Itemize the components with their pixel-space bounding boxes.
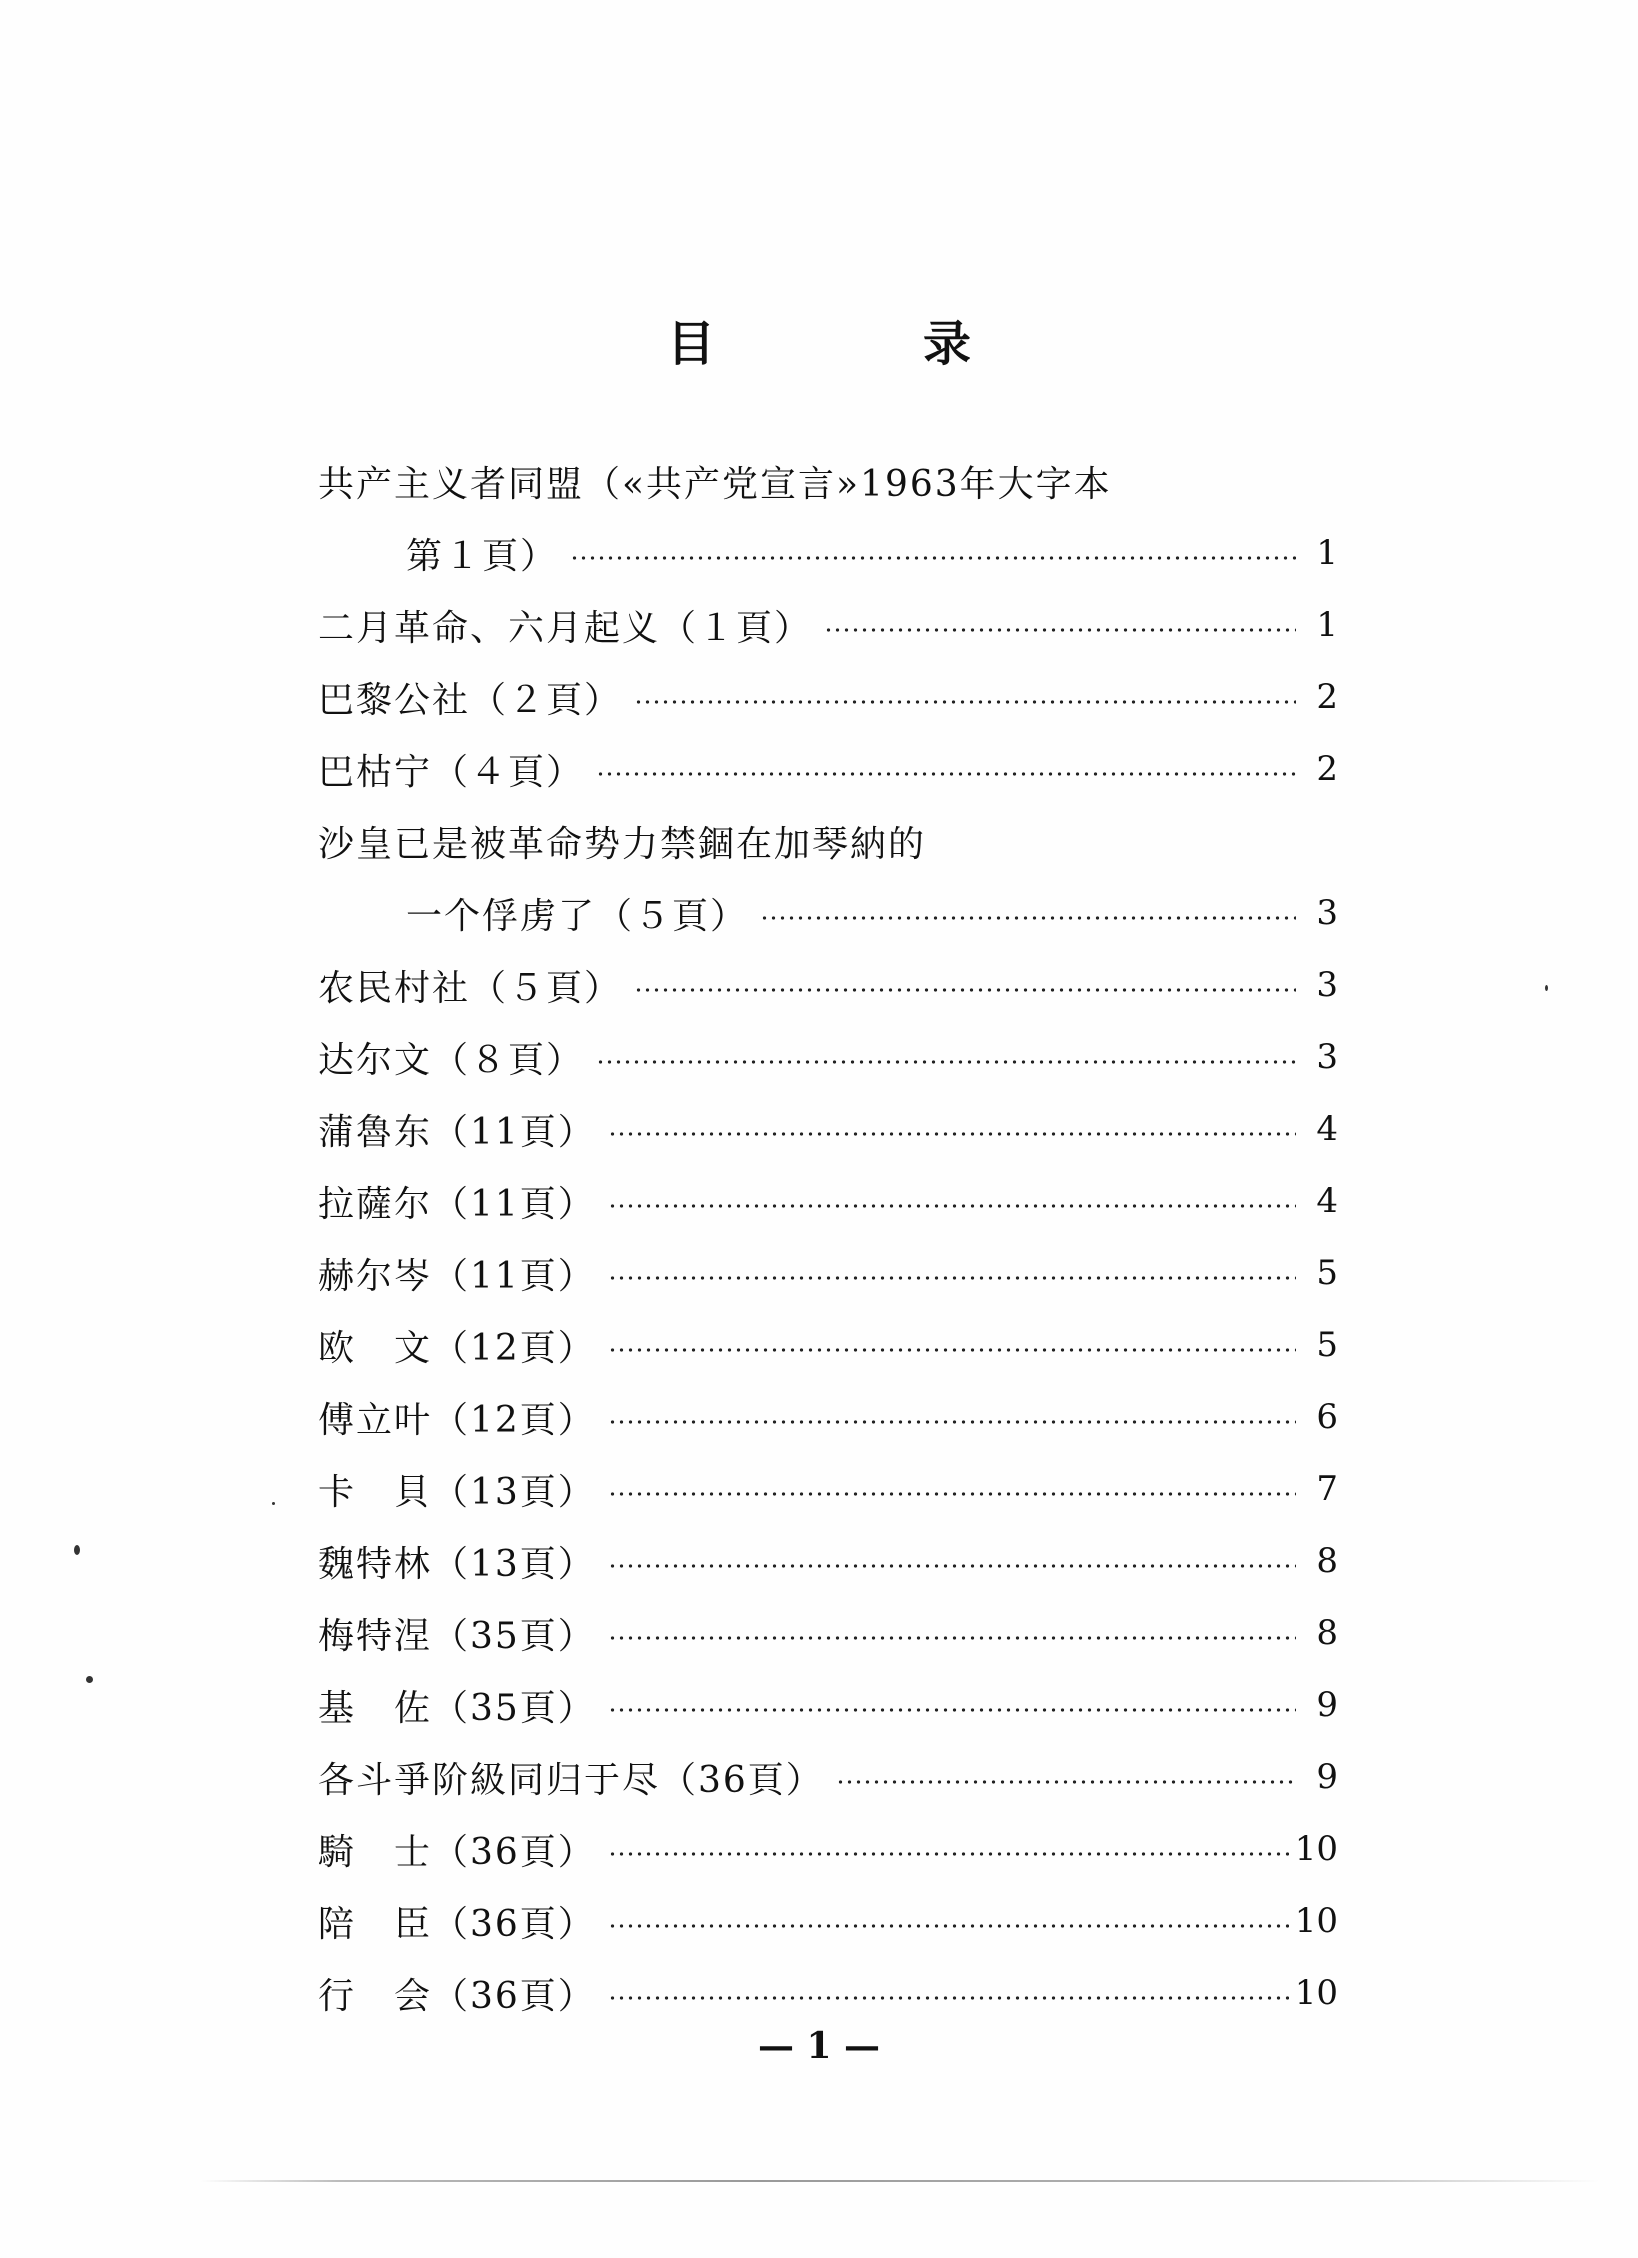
- scan-edge-line: [200, 2180, 1600, 2182]
- toc-entry-18: [318, 1813, 1338, 1885]
- toc-entry-page: 10: [1294, 1901, 1338, 1941]
- toc-entry-label: 陪 臣（36頁）: [318, 1896, 602, 1947]
- toc-entry-label: 共产主义者同盟（«共产党宣言»1963年大字本: [318, 456, 1118, 507]
- toc-entry-label: 魏特林（13頁）: [318, 1536, 602, 1587]
- scan-speck: [272, 1502, 275, 1505]
- dot-leader: [608, 1492, 1296, 1496]
- toc-entry-label: 沙皇已是被革命势力禁錮在加琴納的: [318, 816, 932, 867]
- dot-leader: [608, 1204, 1296, 1208]
- toc-entry-6: [318, 949, 1338, 1021]
- dot-leader: [608, 1276, 1296, 1280]
- toc-entry-page: 1: [1316, 605, 1338, 645]
- scan-speck: [74, 1545, 80, 1555]
- toc-entry-label: 巴黎公社（２頁）: [318, 672, 628, 723]
- toc-entry-page: 8: [1316, 1613, 1338, 1653]
- toc-entry-19: [318, 1885, 1338, 1957]
- toc-entry-page: 10: [1294, 1973, 1338, 2013]
- toc-entry-label: 傅立叶（12頁）: [318, 1392, 602, 1443]
- toc-entry-label: 一个俘虏了（５頁）: [406, 888, 754, 939]
- toc-entry-3: [318, 661, 1338, 733]
- dot-leader: [608, 1132, 1296, 1136]
- toc-entry-1-cont: [318, 517, 1338, 589]
- toc-entry-label: 各斗爭阶級同归于尽（36頁）: [318, 1752, 830, 1803]
- toc-entry-page: 7: [1316, 1469, 1338, 1509]
- toc-entry-page: 3: [1316, 1037, 1338, 1077]
- toc-entry-page: 10: [1294, 1829, 1338, 1869]
- toc-entry-10: [318, 1237, 1338, 1309]
- toc-entry-page: 3: [1316, 893, 1338, 933]
- dot-leader: [608, 1420, 1296, 1424]
- toc-entry-2: [318, 589, 1338, 661]
- dot-leader: [634, 700, 1296, 704]
- toc-entry-label: 赫尔岑（11頁）: [318, 1248, 602, 1299]
- dot-leader: [836, 1780, 1296, 1784]
- toc-entry-20: [318, 1957, 1338, 2029]
- toc-entry-4: [318, 733, 1338, 805]
- toc-entry-13: [318, 1453, 1338, 1525]
- toc-entry-page: 9: [1316, 1757, 1338, 1797]
- toc-entry-page: 5: [1316, 1253, 1338, 1293]
- toc-entry-page: 2: [1316, 749, 1338, 789]
- page-title: 目 录: [666, 316, 1051, 372]
- toc-entry-15: [318, 1597, 1338, 1669]
- dot-leader: [760, 916, 1296, 920]
- toc-entry-8: [318, 1093, 1338, 1165]
- toc-entry-12: [318, 1381, 1338, 1453]
- toc-entry-label: 蒲魯东（11頁）: [318, 1104, 602, 1155]
- toc-entry-7: [318, 1021, 1338, 1093]
- toc-entry-page: 2: [1316, 677, 1338, 717]
- toc-entry-label: 农民村社（５頁）: [318, 960, 628, 1011]
- toc-entry-1: [318, 445, 1338, 517]
- toc-entry-page: 5: [1316, 1325, 1338, 1365]
- toc-entry-17: [318, 1741, 1338, 1813]
- dot-leader: [608, 1924, 1289, 1928]
- table-of-contents: [318, 445, 1338, 2029]
- toc-entry-page: 6: [1316, 1397, 1338, 1437]
- dot-leader: [608, 1348, 1296, 1352]
- toc-entry-label: 梅特涅（35頁）: [318, 1608, 602, 1659]
- toc-entry-label: 欧 文（12頁）: [318, 1320, 602, 1371]
- toc-entry-label: 拉薩尔（11頁）: [318, 1176, 602, 1227]
- dot-leader: [596, 1060, 1296, 1064]
- dot-leader: [824, 628, 1296, 632]
- toc-entry-label: 基 佐（35頁）: [318, 1680, 602, 1731]
- toc-entry-label: 騎 士（36頁）: [318, 1824, 602, 1875]
- toc-entry-label: 第１頁）: [406, 528, 564, 579]
- toc-entry-label: 二月革命、六月起义（１頁）: [318, 600, 818, 651]
- toc-entry-label: 卡 貝（13頁）: [318, 1464, 602, 1515]
- toc-entry-label: 达尔文（８頁）: [318, 1032, 590, 1083]
- toc-entry-page: 4: [1316, 1181, 1338, 1221]
- toc-entry-page: 9: [1316, 1685, 1338, 1725]
- toc-entry-9: [318, 1165, 1338, 1237]
- toc-entry-label: 巴枯宁（４頁）: [318, 744, 590, 795]
- toc-entry-page: 8: [1316, 1541, 1338, 1581]
- toc-entry-page: 4: [1316, 1109, 1338, 1149]
- dot-leader: [596, 772, 1296, 776]
- toc-entry-5: [318, 805, 1338, 877]
- toc-entry-page: 3: [1316, 965, 1338, 1005]
- dot-leader: [608, 1852, 1289, 1856]
- toc-entry-label: 行 会（36頁）: [318, 1968, 602, 2019]
- scan-speck: [86, 1676, 93, 1683]
- toc-entry-16: [318, 1669, 1338, 1741]
- toc-entry-14: [318, 1525, 1338, 1597]
- dot-leader: [608, 1564, 1296, 1568]
- toc-entry-5-cont: [318, 877, 1338, 949]
- toc-entry-11: [318, 1309, 1338, 1381]
- dot-leader: [570, 556, 1296, 560]
- toc-entry-page: 1: [1316, 533, 1338, 573]
- dot-leader: [608, 1708, 1296, 1712]
- page-number-footer: — 1 —: [757, 2025, 881, 2067]
- dot-leader: [608, 1996, 1289, 2000]
- dot-leader: [608, 1636, 1296, 1640]
- dot-leader: [634, 988, 1296, 992]
- scan-speck: [1545, 985, 1548, 991]
